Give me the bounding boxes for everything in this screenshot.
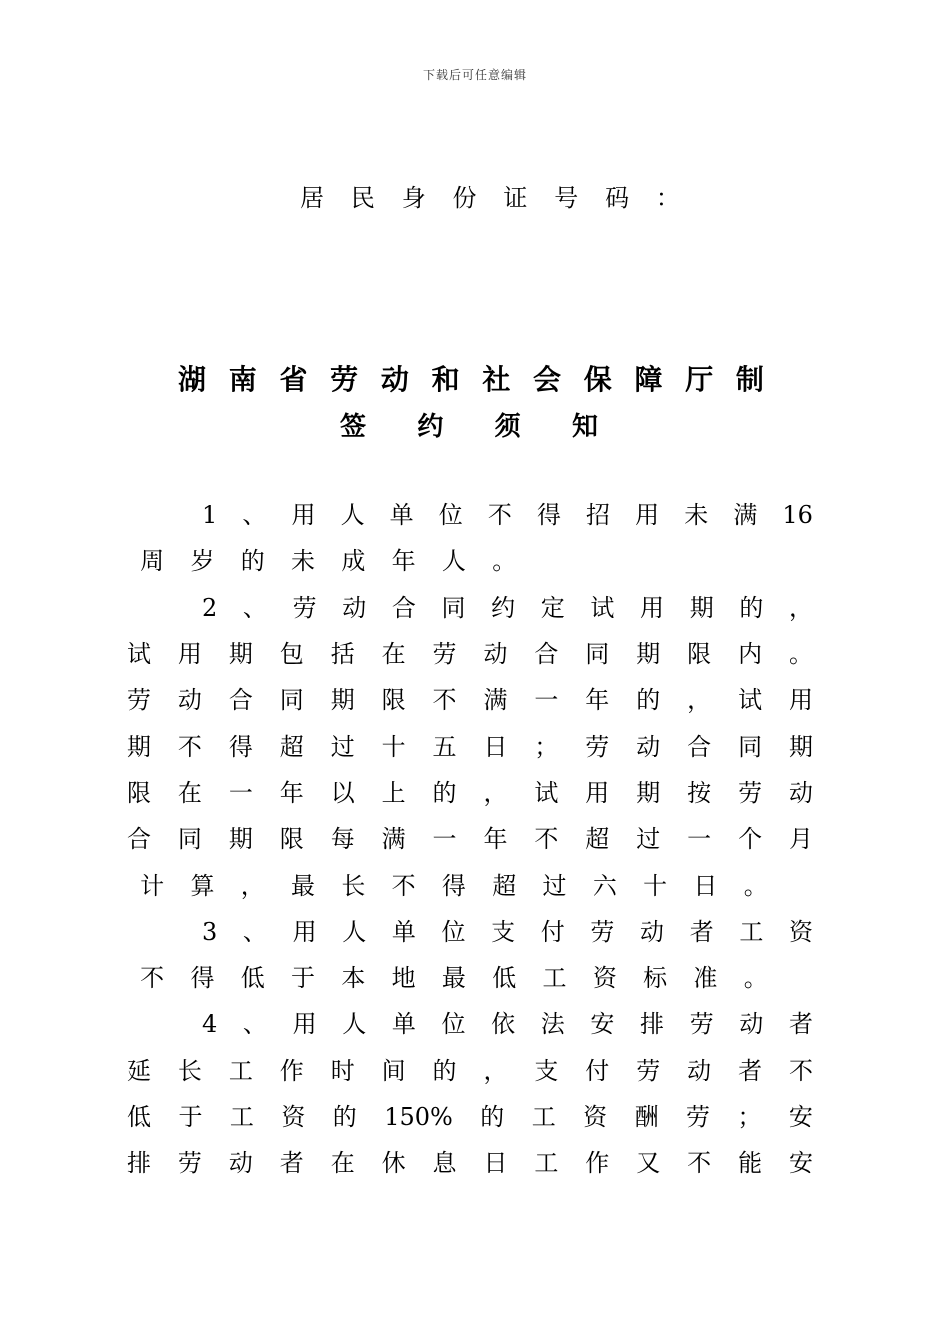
- body-token: 支: [491, 917, 516, 946]
- body-token: 排: [640, 1010, 665, 1039]
- body-line: [127, 631, 813, 677]
- character: 南: [228, 363, 257, 396]
- body-token: 超: [492, 871, 517, 900]
- body-token: 劳: [590, 917, 615, 946]
- body-token: 位: [438, 501, 463, 530]
- body-token: 限: [279, 825, 304, 854]
- body-token: 不: [534, 825, 559, 854]
- character: 须: [494, 412, 521, 442]
- body-token: 以: [330, 778, 355, 807]
- body-line: [127, 955, 813, 1001]
- character: 劳: [330, 363, 359, 396]
- body-token: 合: [228, 686, 253, 715]
- body-token: 招: [586, 501, 611, 530]
- body-token: 月: [788, 825, 813, 854]
- character: 制: [735, 363, 764, 396]
- body-token: 不: [140, 964, 165, 993]
- body-token: 低: [492, 964, 517, 993]
- character: 约: [417, 412, 444, 442]
- body-token: 。: [492, 547, 517, 576]
- body-token: 工: [229, 1103, 254, 1131]
- body-token: 包: [279, 640, 304, 669]
- character: 签: [340, 412, 367, 442]
- body-token: 得: [228, 732, 253, 761]
- body-token: 。: [743, 871, 768, 900]
- body-token: 支: [534, 1056, 559, 1085]
- body-token: 动: [483, 640, 508, 669]
- body-token: 一: [228, 778, 253, 807]
- body-token: 、: [242, 501, 267, 530]
- character: 身: [401, 184, 426, 212]
- body-token: 动: [228, 1149, 253, 1178]
- body-token: 用: [292, 1010, 317, 1039]
- body-token: 超: [585, 825, 610, 854]
- body-token: 资: [788, 917, 813, 946]
- body-token: 在: [177, 778, 202, 807]
- body-token: 合: [534, 640, 559, 669]
- body-token: 同: [441, 593, 466, 622]
- body-token: 休: [381, 1149, 406, 1178]
- body-token: 作: [279, 1056, 304, 1085]
- body-token: 的: [332, 1103, 357, 1131]
- body-token: ，: [687, 686, 712, 715]
- body-token: 依: [491, 1010, 516, 1039]
- body-token: 一: [687, 825, 712, 854]
- body-line: [127, 723, 813, 769]
- body-token: 一: [432, 825, 457, 854]
- body-token: 。: [743, 964, 768, 993]
- body-token: 限: [381, 686, 406, 715]
- body-token: 动: [342, 593, 367, 622]
- body-token: 限: [687, 640, 712, 669]
- body-token: 位: [441, 1010, 466, 1039]
- body-token: 内: [738, 640, 763, 669]
- body-token: 动: [640, 917, 665, 946]
- body-token: 期: [228, 825, 253, 854]
- body-token: 同: [279, 686, 304, 715]
- body-token: 劳: [738, 778, 763, 807]
- body-token: 人: [441, 547, 466, 576]
- body-token: ，: [788, 593, 813, 622]
- body-token: 工: [534, 1149, 559, 1178]
- body-token: 者: [689, 917, 714, 946]
- character: 社: [482, 363, 511, 396]
- body-token: 安: [788, 1103, 813, 1131]
- body-token: 个: [738, 825, 763, 854]
- body-token: 资: [281, 1103, 306, 1131]
- body-token: 满: [733, 501, 758, 530]
- body-token: 法: [540, 1010, 565, 1039]
- body-token: 未: [684, 501, 709, 530]
- body-token: 合: [391, 593, 416, 622]
- body-token: 动: [177, 686, 202, 715]
- body-token: 不: [687, 1149, 712, 1178]
- body-token: 合: [687, 732, 712, 761]
- body-token: 不: [177, 732, 202, 761]
- body-token: 的: [240, 547, 265, 576]
- body-token: 未: [291, 547, 316, 576]
- body-token: 本: [341, 964, 366, 993]
- body-token: 按: [687, 778, 712, 807]
- body-token: 限: [127, 778, 151, 807]
- body-token: 劳: [585, 732, 610, 761]
- body-token: 一: [534, 686, 559, 715]
- body-token: 工: [542, 964, 567, 993]
- body-token: 上: [381, 778, 406, 807]
- body-token: 人: [342, 1010, 367, 1039]
- body-token: 六: [592, 871, 617, 900]
- body-token: 安: [788, 1149, 813, 1178]
- body-token: 的: [432, 1056, 457, 1085]
- body-token: 息: [432, 1149, 457, 1178]
- body-token: 的: [636, 686, 661, 715]
- body-token: 合: [127, 825, 151, 854]
- body-token: 、: [242, 917, 267, 946]
- body-token: 期: [127, 732, 151, 761]
- body-token: 3: [202, 917, 218, 946]
- body-token: 不: [391, 871, 416, 900]
- character: 证: [503, 184, 528, 212]
- body-token: 得: [536, 501, 561, 530]
- body-token: 标: [643, 964, 668, 993]
- body-token: 者: [788, 1010, 813, 1039]
- body-token: 、: [242, 593, 267, 622]
- body-line: [127, 1140, 813, 1186]
- body-token: 过: [542, 871, 567, 900]
- body-token: 酬: [634, 1103, 659, 1131]
- character: 动: [380, 363, 409, 396]
- body-token: ，: [240, 871, 265, 900]
- body-token: 间: [381, 1056, 406, 1085]
- body-token: 用: [635, 501, 660, 530]
- body-token: 劳: [292, 593, 317, 622]
- body-token: 在: [330, 1149, 355, 1178]
- body-token: 于: [291, 964, 316, 993]
- body-token: 期: [228, 640, 253, 669]
- body-token: 动: [788, 778, 813, 807]
- body-token: 的: [432, 778, 457, 807]
- body-token: 作: [585, 1149, 610, 1178]
- body-token: 位: [441, 917, 466, 946]
- body-token: 单: [391, 1010, 416, 1039]
- body-token: ，: [483, 778, 508, 807]
- body-token: 满: [381, 825, 406, 854]
- body-token: 单: [389, 501, 414, 530]
- body-token: 150%: [384, 1103, 453, 1131]
- body-token: 。: [788, 640, 813, 669]
- body-token: 用: [585, 778, 610, 807]
- body-token: 年: [279, 778, 304, 807]
- body-line: [127, 1001, 813, 1047]
- body-token: 用: [788, 686, 813, 715]
- body-token: 付: [540, 917, 565, 946]
- document-subtitle: [340, 406, 598, 443]
- body-token: 资: [592, 964, 617, 993]
- body-token: 准: [693, 964, 718, 993]
- body-token: 试: [738, 686, 763, 715]
- body-token: 低: [240, 964, 265, 993]
- body-token: 工: [228, 1056, 253, 1085]
- character: 障: [634, 363, 663, 396]
- body-token: 期: [636, 640, 661, 669]
- body-line: [127, 492, 813, 538]
- character: 份: [452, 184, 477, 212]
- body-token: 期: [788, 732, 813, 761]
- character: 民: [350, 184, 375, 212]
- body-token: 不: [432, 686, 457, 715]
- character: ：: [655, 184, 680, 212]
- body-token: 成: [341, 547, 366, 576]
- body-token: 在: [381, 640, 406, 669]
- body-token: 同: [177, 825, 202, 854]
- body-token: 劳: [127, 686, 151, 715]
- body-token: 不: [487, 501, 512, 530]
- character: 省: [279, 363, 308, 396]
- body-token: 日: [483, 732, 508, 761]
- body-token: 的: [739, 593, 764, 622]
- body-token: 每: [330, 825, 355, 854]
- body-token: 排: [127, 1149, 151, 1178]
- body-token: ；: [737, 1103, 762, 1131]
- body-token: 资: [583, 1103, 608, 1131]
- body-token: 长: [341, 871, 366, 900]
- body-token: 最: [291, 871, 316, 900]
- body-token: 动: [739, 1010, 764, 1039]
- body-token: 的: [480, 1103, 505, 1131]
- character: 码: [605, 184, 630, 212]
- body-token: 期: [330, 686, 355, 715]
- body-token: 于: [178, 1103, 203, 1131]
- body-token: 劳: [177, 1149, 202, 1178]
- body-token: 试: [127, 640, 151, 669]
- body-line: [127, 677, 813, 723]
- body-token: 工: [531, 1103, 556, 1131]
- body-token: 日: [483, 1149, 508, 1178]
- body-token: 试: [534, 778, 559, 807]
- character: 厅: [685, 363, 714, 396]
- body-token: 满: [483, 686, 508, 715]
- body-line: [127, 770, 813, 816]
- body-token: 用: [291, 501, 316, 530]
- body-token: 括: [330, 640, 355, 669]
- body-token: 岁: [190, 547, 215, 576]
- body-token: 十: [381, 732, 406, 761]
- character: 会: [533, 363, 562, 396]
- body-token: 4: [202, 1010, 218, 1039]
- body-token: 不: [788, 1056, 813, 1085]
- body-line: [127, 1048, 813, 1094]
- character: 知: [571, 412, 598, 442]
- body-token: 同: [738, 732, 763, 761]
- body-token: 期: [689, 593, 714, 622]
- body-token: 延: [127, 1056, 151, 1085]
- body-token: 人: [340, 501, 365, 530]
- body-token: 动: [687, 1056, 712, 1085]
- body-token: 、: [242, 1010, 267, 1039]
- body-token: 日: [693, 871, 718, 900]
- body-token: ；: [534, 732, 559, 761]
- body-token: 2: [202, 593, 218, 622]
- character: 保: [583, 363, 612, 396]
- body-token: ，: [483, 1056, 508, 1085]
- body-token: 过: [636, 825, 661, 854]
- body-token: 长: [177, 1056, 202, 1085]
- body-token: 劳: [689, 1010, 714, 1039]
- body-token: 又: [636, 1149, 661, 1178]
- body-token: 期: [636, 778, 661, 807]
- character: 和: [431, 363, 460, 396]
- body-token: 劳: [686, 1103, 710, 1131]
- body-token: 过: [330, 732, 355, 761]
- body-line: [127, 538, 813, 584]
- body-token: 1: [202, 501, 218, 530]
- body-token: 劳: [636, 1056, 661, 1085]
- body-token: 劳: [432, 640, 457, 669]
- page-header-note: 下载后可任意编辑: [422, 68, 527, 82]
- body-token: 人: [342, 917, 367, 946]
- character: 湖: [178, 363, 207, 396]
- body-token: 十: [643, 871, 668, 900]
- body-token: 超: [279, 732, 304, 761]
- body-token: 者: [279, 1149, 304, 1178]
- body-token: 地: [391, 964, 416, 993]
- body-token: 计: [140, 871, 165, 900]
- body-token: 最: [441, 964, 466, 993]
- contract-notice-body: [127, 492, 813, 1186]
- body-token: 约: [491, 593, 516, 622]
- body-line: [127, 816, 813, 862]
- body-token: 付: [585, 1056, 610, 1085]
- body-token: 者: [738, 1056, 763, 1085]
- document-title: [178, 358, 764, 398]
- body-token: 算: [190, 871, 215, 900]
- body-line: [127, 1094, 813, 1140]
- body-token: 工: [739, 917, 764, 946]
- body-token: 得: [441, 871, 466, 900]
- body-token: 安: [590, 1010, 615, 1039]
- body-token: 时: [330, 1056, 355, 1085]
- body-token: 低: [127, 1103, 151, 1131]
- body-line: [127, 862, 813, 908]
- body-token: 用: [292, 917, 317, 946]
- body-token: 年: [585, 686, 610, 715]
- body-token: 动: [636, 732, 661, 761]
- body-token: 单: [391, 917, 416, 946]
- character: 号: [554, 184, 579, 212]
- body-token: 同: [585, 640, 610, 669]
- body-token: 用: [177, 640, 202, 669]
- body-line: [127, 585, 813, 631]
- id-number-label: [300, 178, 680, 213]
- body-token: 年: [391, 547, 416, 576]
- body-token: 用: [640, 593, 665, 622]
- body-token: 定: [540, 593, 565, 622]
- body-token: 周: [140, 547, 165, 576]
- body-token: 能: [738, 1149, 763, 1178]
- character: 居: [300, 184, 324, 212]
- body-token: 年: [483, 825, 508, 854]
- body-token: 得: [190, 964, 215, 993]
- body-line: [127, 909, 813, 955]
- body-token: 五: [432, 732, 457, 761]
- body-token: 试: [590, 593, 615, 622]
- body-token: 16: [782, 501, 813, 530]
